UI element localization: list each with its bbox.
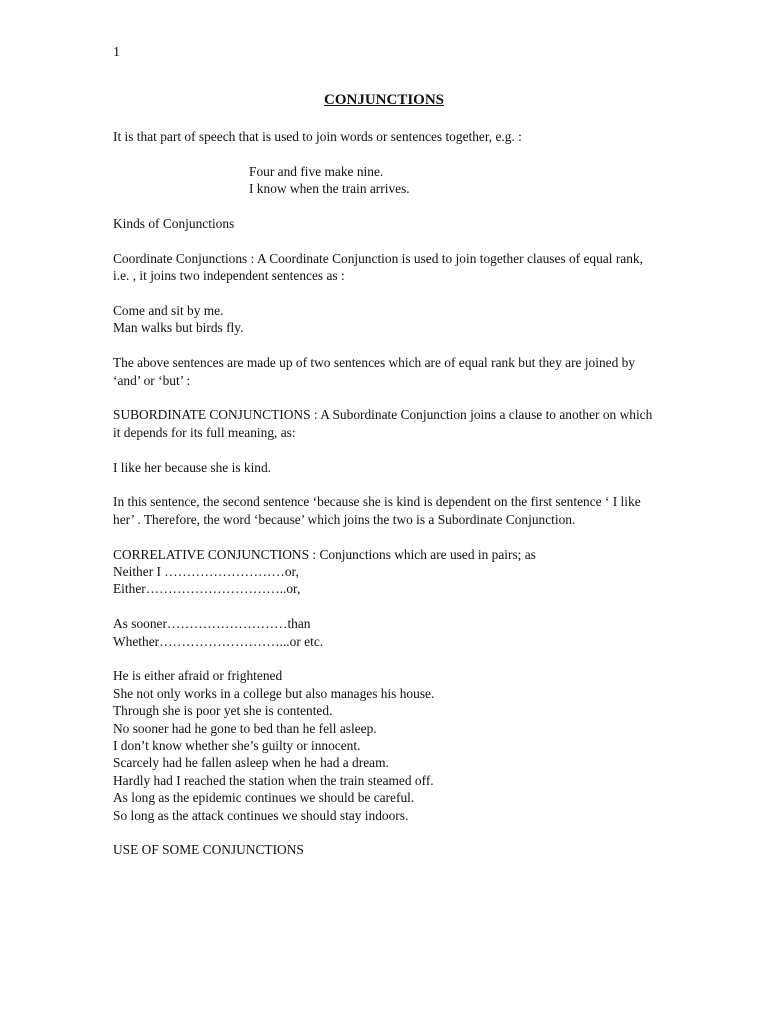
subordinate-note: In this sentence, the second sentence ‘because she is kind is dependent on the first sentence ‘ I like her’ . Therefore, the word ‘because’ which joins the two is a Subordinate Conjunction. [113,494,641,527]
document-body [113,128,658,859]
correlative-pair: Whether………………………...or etc. [113,633,324,649]
correlative-example: She not only works in a college but also manages his house. [113,685,435,701]
intro-paragraph: It is that part of speech that is used to join words or sentences together, e.g. : [113,129,522,144]
coordinate-note: The above sentences are made up of two sentences which are of equal rank but they are joined by ‘and’ or ‘but’ : [113,355,636,388]
page-title: CONJUNCTIONS [323,92,444,108]
coordinate-example-2: Man walks but birds fly. [113,320,244,336]
intro-example-1: Four and five make nine. [249,163,384,179]
use-of-conjunctions-heading: USE OF SOME CONJUNCTIONS [113,842,304,858]
correlative-example: Through she is poor yet she is contented. [113,703,333,719]
correlative-example: As long as the epidemic continues we should be careful. [113,790,415,806]
correlative-pair: As sooner………………………than [113,616,311,632]
correlative-example: So long as the attack continues we should stay indoors. [113,807,409,823]
correlative-heading: CORRELATIVE CONJUNCTIONS : Conjunctions which are used in pairs; as [113,546,536,562]
subordinate-example: I like her because she is kind. [113,459,272,475]
intro-example-2: I know when the train arrives. [249,181,410,197]
correlative-example: He is either afraid or frightened [113,668,283,684]
correlative-example: I don’t know whether she’s guilty or innocent. [113,738,361,754]
page-number: 1 [113,45,120,60]
kinds-heading: Kinds of Conjunctions [113,216,235,231]
correlative-pair: Neither I ………………………or, [113,564,299,580]
correlative-example: Scarcely had he fallen asleep when he had a dream. [113,755,389,771]
subordinate-definition: SUBORDINATE CONJUNCTIONS : A Subordinate Conjunction joins a clause to another on which it depends for its full meaning, as: [113,407,653,440]
correlative-example: Hardly had I reached the station when the train steamed off. [113,772,434,788]
correlative-pair: Either…………………………..or, [113,581,301,597]
coordinate-example-1: Come and sit by me. [113,303,224,318]
coordinate-definition: Coordinate Conjunctions : A Coordinate Conjunction is used to join together clauses of equal rank, i.e. , it joins two independent sentences as : [113,250,643,284]
correlative-example: No sooner had he gone to bed than he fell asleep. [113,720,377,736]
